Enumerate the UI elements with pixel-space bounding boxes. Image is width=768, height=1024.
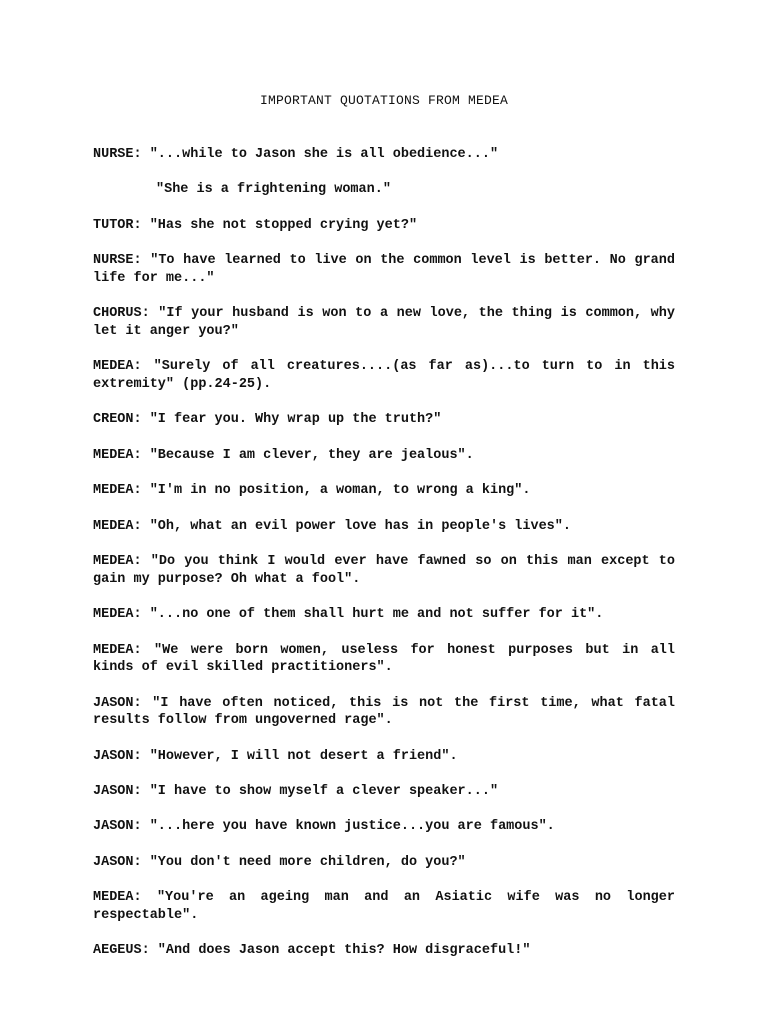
quotation-paragraph: JASON: "...here you have known justice...you are famous". bbox=[93, 819, 555, 835]
quotation-paragraph: CREON: "I fear you. Why wrap up the truth?" bbox=[93, 412, 442, 428]
quotation-paragraph: MEDEA: "Do you think I would ever have fawned so on this man except to gain my purpose? Oh what a fool". bbox=[93, 554, 675, 587]
quotation-paragraph: JASON: "I have often noticed, this is not the first time, what fatal results follow from ungoverned rage". bbox=[93, 695, 675, 729]
quotation-paragraph: MEDEA: "We were born women, useless for honest purposes but in all kinds of evil skilled practitioners". bbox=[93, 642, 675, 676]
quotation-paragraph: CHORUS: "If your husband is won to a new love, the thing is common, why let it anger you?" bbox=[93, 306, 675, 339]
quotation-paragraph: NURSE: "To have learned to live on the common level is better. No grand life for me..." bbox=[93, 253, 675, 286]
quotation-paragraph: "She is a frightening woman." bbox=[156, 182, 391, 198]
quotation-paragraph: NURSE: "...while to Jason she is all obedience..." bbox=[93, 147, 499, 162]
quotation-paragraph: TUTOR: "Has she not stopped crying yet?" bbox=[93, 217, 418, 233]
quotation-paragraph: AEGEUS: "And does Jason accept this? How disgraceful!" bbox=[93, 943, 531, 959]
quotation-paragraph: MEDEA: "...no one of them shall hurt me and not suffer for it". bbox=[93, 607, 604, 623]
quotation-paragraph: MEDEA: "You're an ageing man and an Asiatic wife was no longer respectable". bbox=[93, 890, 675, 923]
quotation-paragraph: JASON: "I have to show myself a clever speaker..." bbox=[93, 784, 499, 800]
quotation-paragraph: MEDEA: "Oh, what an evil power love has in people's lives". bbox=[93, 518, 571, 534]
quotation-paragraph: JASON: "However, I will not desert a friend". bbox=[93, 748, 458, 764]
quotation-list bbox=[93, 146, 675, 978]
quotation-paragraph: JASON: "You don't need more children, do you?" bbox=[93, 854, 466, 870]
quotation-paragraph: MEDEA: "Because I am clever, they are jealous". bbox=[93, 447, 474, 463]
quotation-paragraph: MEDEA: "Surely of all creatures....(as far as)...to turn to in this extremity" (pp.24-25). bbox=[93, 359, 675, 393]
quotation-paragraph: MEDEA: "I'm in no position, a woman, to wrong a king". bbox=[93, 483, 531, 499]
document-title: IMPORTANT QUOTATIONS FROM MEDEA bbox=[259, 93, 509, 108]
